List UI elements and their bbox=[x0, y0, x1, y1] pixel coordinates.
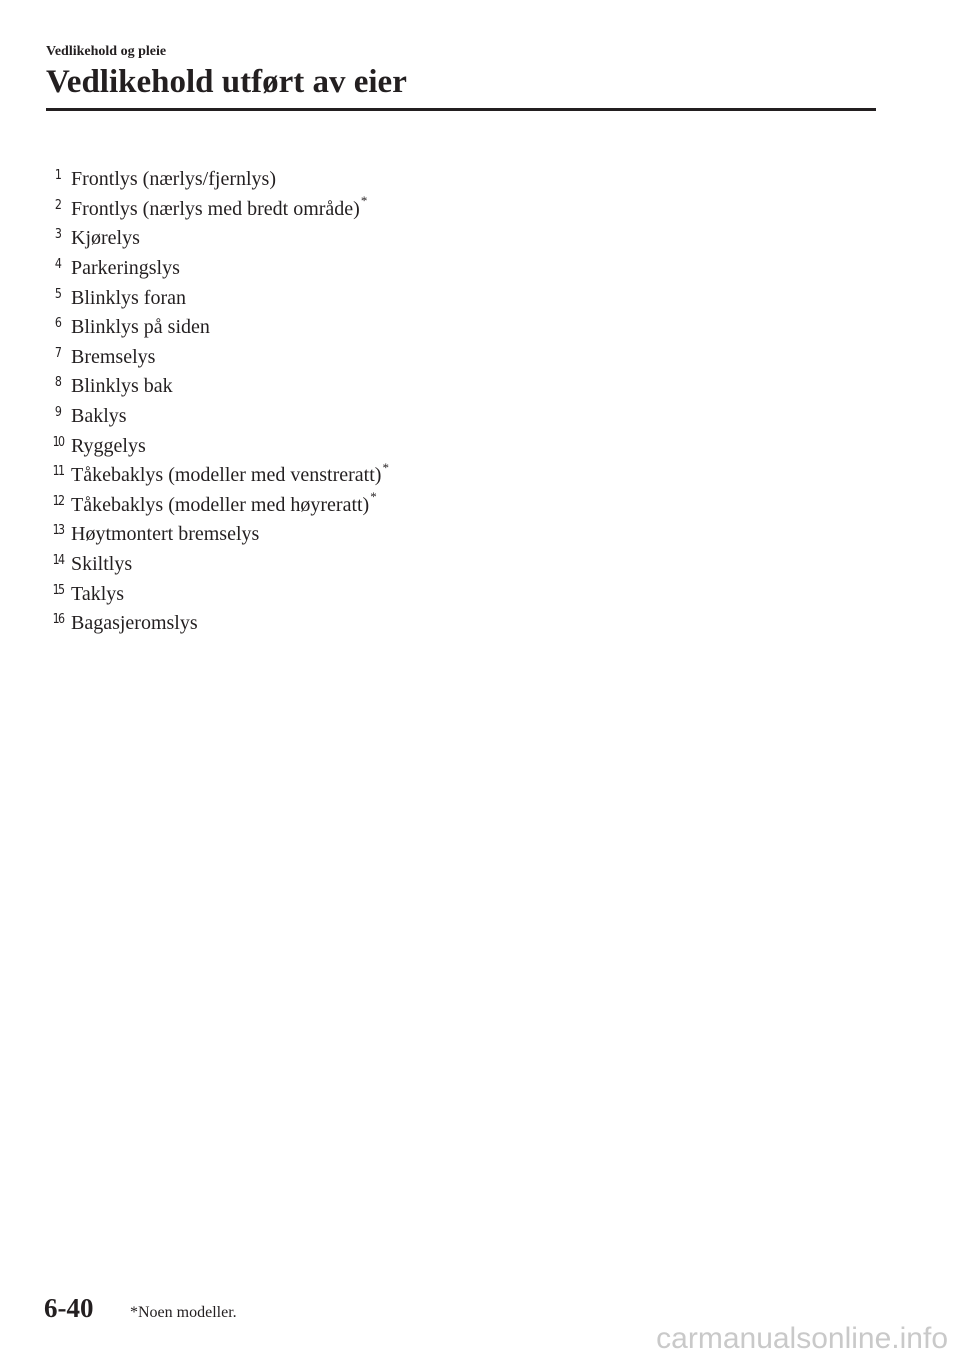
list-item bbox=[46, 165, 389, 195]
list-item bbox=[46, 520, 389, 550]
list-item bbox=[46, 579, 389, 609]
list-item bbox=[46, 491, 389, 521]
list-item bbox=[46, 402, 389, 432]
item-number: 11 bbox=[52, 464, 64, 480]
item-label: Blinklys bak bbox=[71, 375, 173, 398]
list-item bbox=[46, 283, 389, 313]
item-label: Blinklys foran bbox=[71, 286, 186, 309]
item-label: Baklys bbox=[71, 405, 127, 428]
item-label: Bremselys bbox=[71, 345, 156, 368]
list-item bbox=[46, 254, 389, 284]
list-item bbox=[46, 550, 389, 580]
item-asterisk: * bbox=[382, 459, 389, 475]
item-label: Tåkebaklys (modeller med høyreratt) bbox=[71, 493, 370, 516]
page-title: Vedlikehold utført av eier bbox=[46, 64, 407, 100]
item-label: Frontlys (nærlys/fjernlys) bbox=[71, 168, 276, 191]
item-label: Taklys bbox=[71, 582, 125, 605]
list-item bbox=[46, 609, 389, 639]
list-item bbox=[46, 343, 389, 373]
section-label: Vedlikehold og pleie bbox=[46, 44, 167, 59]
item-number: 10 bbox=[52, 434, 64, 450]
page-number: 6-40 bbox=[44, 1293, 94, 1323]
item-label: Frontlys (nærlys med bredt område) bbox=[71, 197, 360, 220]
item-asterisk: * bbox=[370, 489, 377, 505]
item-number: 13 bbox=[52, 523, 64, 539]
item-number: 9 bbox=[54, 405, 62, 421]
list-item bbox=[46, 461, 389, 491]
list-item bbox=[46, 313, 389, 343]
item-number: 2 bbox=[54, 197, 62, 213]
watermark: carmanualsonline.info bbox=[656, 1322, 948, 1355]
item-label: Ryggelys bbox=[71, 434, 146, 457]
light-bulb-list bbox=[46, 165, 389, 639]
item-label: Parkeringslys bbox=[71, 257, 180, 280]
item-label: Tåkebaklys (modeller med venstreratt) bbox=[71, 464, 382, 487]
list-item bbox=[46, 372, 389, 402]
item-number: 1 bbox=[54, 168, 62, 184]
item-number: 5 bbox=[54, 286, 62, 302]
item-label: Blinklys på siden bbox=[71, 316, 210, 339]
item-label: Kjørelys bbox=[71, 227, 140, 250]
list-item bbox=[46, 195, 389, 225]
item-asterisk: * bbox=[360, 193, 368, 209]
item-number: 15 bbox=[52, 582, 64, 598]
footnote: *Noen modeller. bbox=[130, 1304, 237, 1321]
item-label: Høytmontert bremselys bbox=[71, 523, 260, 546]
item-number: 16 bbox=[52, 612, 64, 628]
item-number: 14 bbox=[52, 553, 64, 569]
list-item bbox=[46, 224, 389, 254]
item-label: Skiltlys bbox=[71, 553, 133, 576]
item-number: 7 bbox=[54, 345, 62, 361]
list-item bbox=[46, 431, 389, 461]
item-number: 4 bbox=[54, 257, 62, 273]
item-number: 12 bbox=[52, 493, 64, 509]
item-number: 8 bbox=[54, 375, 62, 391]
item-label: Bagasjeromslys bbox=[71, 612, 198, 635]
item-number: 6 bbox=[54, 316, 62, 332]
title-divider bbox=[46, 108, 876, 111]
item-number: 3 bbox=[54, 227, 62, 243]
